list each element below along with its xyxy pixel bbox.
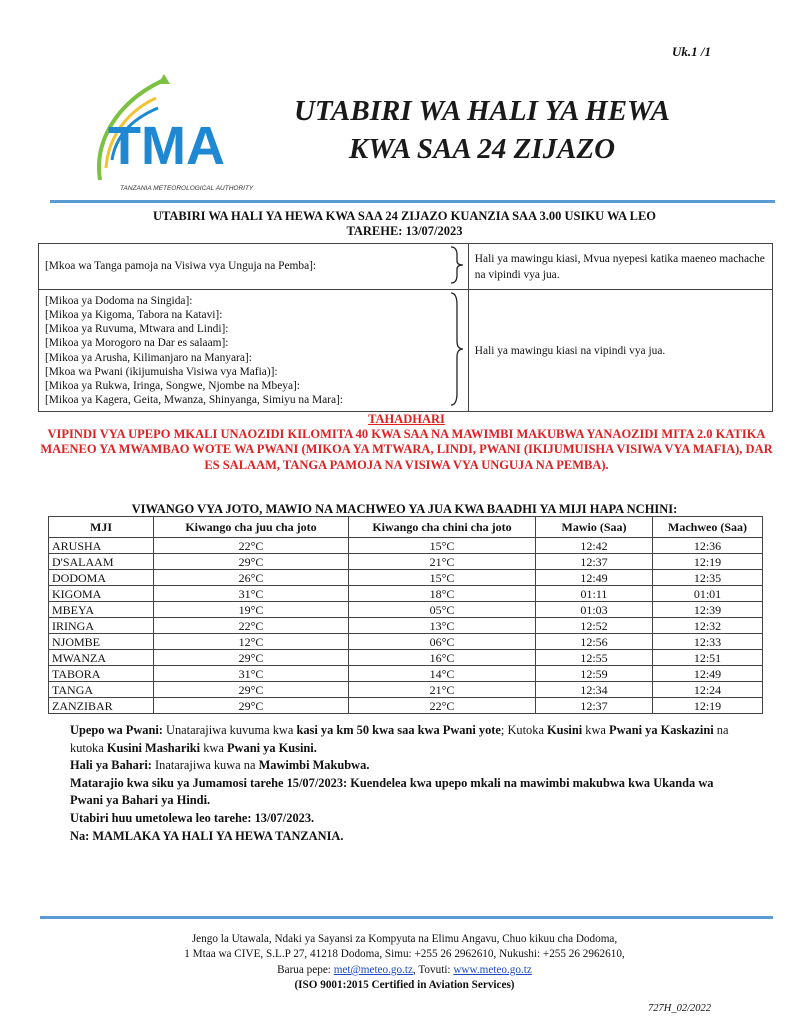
region-row [39, 290, 773, 412]
region-name: [Mikoa ya Rukwa, Iringa, Songwe, Njombe na Mbeya]: [45, 379, 300, 392]
sunrise-cell: 12:49 [536, 570, 653, 586]
sunrise-cell: 12:52 [536, 618, 653, 634]
table-row [49, 666, 763, 682]
min-temp-cell: 18°C [349, 586, 536, 602]
min-temp-cell: 13°C [349, 618, 536, 634]
note-bold: kasi ya km 50 kwa saa kwa Pwani yote [296, 723, 501, 737]
min-temp-cell: 14°C [349, 666, 536, 682]
region-name: [Mikoa ya Kigoma, Tabora na Katavi]: [45, 308, 223, 321]
footer-contacts [60, 963, 749, 978]
city-cell: IRINGA [49, 618, 154, 634]
max-temp-cell: 31°C [154, 666, 349, 682]
table-row [49, 570, 763, 586]
region-areas [39, 290, 446, 412]
email-link[interactable]: met@meteo.go.tz [333, 963, 413, 976]
table-row [49, 634, 763, 650]
max-temp-cell: 29°C [154, 650, 349, 666]
note-bold: Kusini Mashariki [106, 740, 201, 755]
sunrise-cell: 12:56 [536, 634, 653, 650]
table-row [49, 586, 763, 602]
min-temp-cell: 15°C [349, 538, 536, 554]
max-temp-cell: 31°C [154, 586, 349, 602]
max-temp-cell: 29°C [154, 682, 349, 698]
min-temp-cell: 16°C [349, 650, 536, 666]
max-temp-cell: 29°C [154, 554, 349, 570]
bottom-divider [40, 916, 773, 919]
regional-forecast-table [38, 243, 773, 412]
outlook-note [70, 775, 730, 810]
note-text: Unatarajiwa kuvuma kwa [162, 723, 297, 737]
header-max-temp: Kiwango cha juu cha joto [154, 517, 349, 538]
footer [60, 932, 749, 994]
sunrise-cell: 01:11 [536, 586, 653, 602]
sunset-cell: 01:01 [653, 586, 763, 602]
logo-tagline: TANZANIA METEOROLOGICAL AUTHORITY [120, 185, 254, 192]
table-row [49, 650, 763, 666]
sunrise-cell: 12:34 [536, 682, 653, 698]
sunset-cell: 12:24 [653, 682, 763, 698]
footer-address-2: 1 Mtaa wa CIVE, S.L.P 27, 41218 Dodoma, Simu: +255 26 2962610, Nukushi: +255 26 2962610, [184, 948, 625, 961]
region-name: [Mikoa ya Morogoro na Dar es salaam]: [45, 337, 229, 350]
iso-certification: (ISO 9001:2015 Certified in Aviation Services) [294, 979, 515, 992]
brace-icon [445, 244, 468, 290]
city-cell: D'SALAAM [49, 554, 154, 570]
website-link[interactable]: www.meteo.go.tz [453, 963, 532, 976]
min-temp-cell: 21°C [349, 682, 536, 698]
city-cell: KIGOMA [49, 586, 154, 602]
sunset-cell: 12:32 [653, 618, 763, 634]
page-number: Uk.1 /1 [672, 44, 711, 59]
forecast-notes [70, 722, 730, 845]
table-row [49, 618, 763, 634]
note-bold: Pwani ya Kaskazini [609, 723, 714, 737]
max-temp-cell: 22°C [154, 618, 349, 634]
warning-text: VIPINDI VYA UPEPO MKALI UNAOZIDI KILOMITA 40 KWA SAA NA MAWIMBI MAKUBWA YANAOZIDI MITA 2.0 KATIKA MAENEO YA MWAMBAO WOTE WA PWANI (MIKOA YA MTWARA, LINDI, PWANI (IKIJUMUISHA VISIWA VYA MAFIA), DAR ES SALAAM, TANGA PAMOJA NA VISIWA VYA UNGUJA NA PEMBA). [40, 427, 773, 472]
brace-icon [445, 290, 468, 412]
region-name: [Mikoa ya Kagera, Geita, Mwanza, Shinyanga, Simiyu na Mara]: [45, 394, 343, 407]
sunrise-cell: 12:55 [536, 650, 653, 666]
table-row [49, 538, 763, 554]
min-temp-cell: 21°C [349, 554, 536, 570]
title-line-2: KWA SAA 24 ZIJAZO [348, 133, 616, 165]
region-forecast: Hali ya mawingu kiasi, Mvua nyepesi katika maeneo machache na vipindi vya jua. [468, 244, 772, 290]
temperature-table [48, 516, 763, 714]
issued-text: Utabiri huu umetolewa leo tarehe: 13/07/2023. [70, 810, 315, 825]
top-divider [50, 200, 775, 203]
region-name: [Mikoa ya Ruvuma, Mtwara and Lindi]: [45, 323, 229, 336]
region-forecast: Hali ya mawingu kiasi na vipindi vya jua. [468, 290, 772, 412]
min-temp-cell: 06°C [349, 634, 536, 650]
region-name: [Mikoa ya Arusha, Kilimanjaro na Manyara]: [45, 351, 252, 364]
sunset-cell: 12:36 [653, 538, 763, 554]
signature-text: Na: MAMLAKA YA HALI YA HEWA TANZANIA. [70, 828, 344, 843]
logo-text: TMA [108, 116, 225, 176]
min-temp-cell: 15°C [349, 570, 536, 586]
footer-address-1: Jengo la Utawala, Ndaki ya Sayansi za Kompyuta na Elimu Angavu, Chuo kikuu cha Dodoma, [191, 933, 618, 945]
forecast-subtitle [60, 209, 749, 239]
subtitle-date: TAREHE: 13/07/2023 [346, 224, 463, 238]
max-temp-cell: 12°C [154, 634, 349, 650]
note-text: Inatarajiwa kuwa na [151, 758, 259, 773]
city-cell: DODOMA [49, 570, 154, 586]
note-text: ; Kutoka [500, 723, 548, 737]
sea-state-note [70, 757, 730, 775]
sunset-cell: 12:49 [653, 666, 763, 682]
min-temp-cell: 22°C [349, 698, 536, 714]
issued-note [70, 810, 730, 828]
email-label: Barua pepe: [277, 963, 334, 976]
sunset-cell: 12:33 [653, 634, 763, 650]
web-label: , Tovuti: [412, 963, 454, 976]
min-temp-cell: 05°C [349, 602, 536, 618]
city-cell: TABORA [49, 666, 154, 682]
note-bold: Kusini [547, 723, 583, 737]
city-cell: ARUSHA [49, 538, 154, 554]
header-min-temp: Kiwango cha chini cha joto [349, 517, 536, 538]
note-label: Upepo wa Pwani: [70, 723, 163, 737]
table-header-row [49, 517, 763, 538]
header-sunset: Machweo (Saa) [653, 517, 763, 538]
note-text: kwa [582, 723, 610, 737]
sunrise-cell: 12:42 [536, 538, 653, 554]
sunset-cell: 12:19 [653, 698, 763, 714]
header-sunrise: Mawio (Saa) [536, 517, 653, 538]
region-name: [Mikoa ya Dodoma na Singida]: [45, 294, 193, 307]
title-line-1: UTABIRI WA HALI YA HEWA [293, 95, 671, 127]
note-bold: Pwani ya Kusini. [226, 740, 317, 755]
sunset-cell: 12:19 [653, 554, 763, 570]
city-cell: MWANZA [49, 650, 154, 666]
sunrise-cell: 01:03 [536, 602, 653, 618]
table-row [49, 682, 763, 698]
coastal-wind-note [70, 722, 730, 757]
sunrise-cell: 12:37 [536, 554, 653, 570]
outlook-text: Matarajio kwa siku ya Jumamosi tarehe 15/07/2023: Kuendelea kwa upepo mkali na mawimbi makubwa kwa Ukanda wa Pwani ya Bahari ya Hindi. [70, 775, 714, 808]
sunrise-cell: 12:37 [536, 698, 653, 714]
tma-logo [86, 72, 258, 198]
note-label: Hali ya Bahari: [70, 758, 152, 773]
warning-title: TAHADHARI [368, 412, 445, 426]
note-text: na kutoka [70, 723, 729, 755]
warning-block [40, 412, 773, 473]
main-title [262, 92, 702, 168]
table-row [49, 698, 763, 714]
note-bold: Mawimbi Makubwa. [258, 758, 370, 773]
sunset-cell: 12:35 [653, 570, 763, 586]
subtitle-line-1: UTABIRI WA HALI YA HEWA KWA SAA 24 ZIJAZO KUANZIA SAA 3.00 USIKU WA LEO [152, 209, 657, 223]
sunset-cell: 12:51 [653, 650, 763, 666]
table-row [49, 554, 763, 570]
region-name: [Mkoa wa Pwani (ikijumuisha Visiwa vya Mafia)]: [45, 365, 278, 378]
note-text: kwa [200, 740, 227, 755]
city-cell: NJOMBE [49, 634, 154, 650]
max-temp-cell: 22°C [154, 538, 349, 554]
city-cell: TANGA [49, 682, 154, 698]
sunset-cell: 12:39 [653, 602, 763, 618]
max-temp-cell: 19°C [154, 602, 349, 618]
region-name: [Mkoa wa Tanga pamoja na Visiwa vya Unguja na Pemba]: [45, 260, 317, 273]
sunrise-cell: 12:59 [536, 666, 653, 682]
region-areas [39, 244, 446, 290]
city-cell: MBEYA [49, 602, 154, 618]
signature-note [70, 828, 730, 846]
document-code: 727H_02/2022 [648, 1003, 711, 1014]
header-city: MJI [49, 517, 154, 538]
max-temp-cell: 29°C [154, 698, 349, 714]
max-temp-cell: 26°C [154, 570, 349, 586]
table-row [49, 602, 763, 618]
temperature-table-title: VIWANGO VYA JOTO, MAWIO NA MACHWEO YA JUA KWA BAADHI YA MIJI HAPA NCHINI: [131, 502, 678, 516]
city-cell: ZANZIBAR [49, 698, 154, 714]
region-row [39, 244, 773, 290]
